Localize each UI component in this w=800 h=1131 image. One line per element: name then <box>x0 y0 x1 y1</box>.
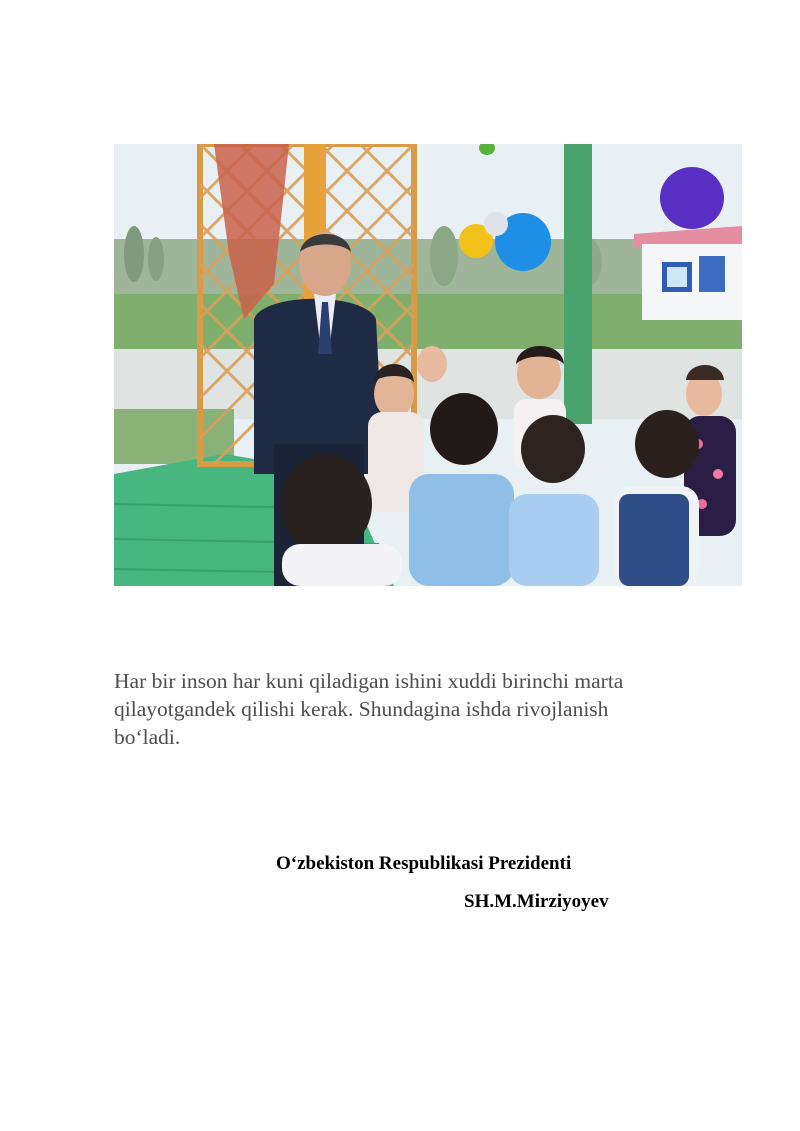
photo <box>114 144 742 586</box>
signature-name: SH.M.Mirziyoyev <box>464 891 609 912</box>
quote-line-1: Har bir inson har kuni qiladigan ishini xuddi birinchi marta <box>114 669 624 693</box>
quote-line-2: qilayotgandek qilishi kerak. Shundagina ishda rivojlanish <box>114 697 609 721</box>
quote-line-3: bo‘ladi. <box>114 725 181 749</box>
signature-title: O‘zbekiston Respublikasi Prezidenti <box>276 853 572 874</box>
quote <box>114 667 714 751</box>
photo-illustration <box>114 144 742 586</box>
